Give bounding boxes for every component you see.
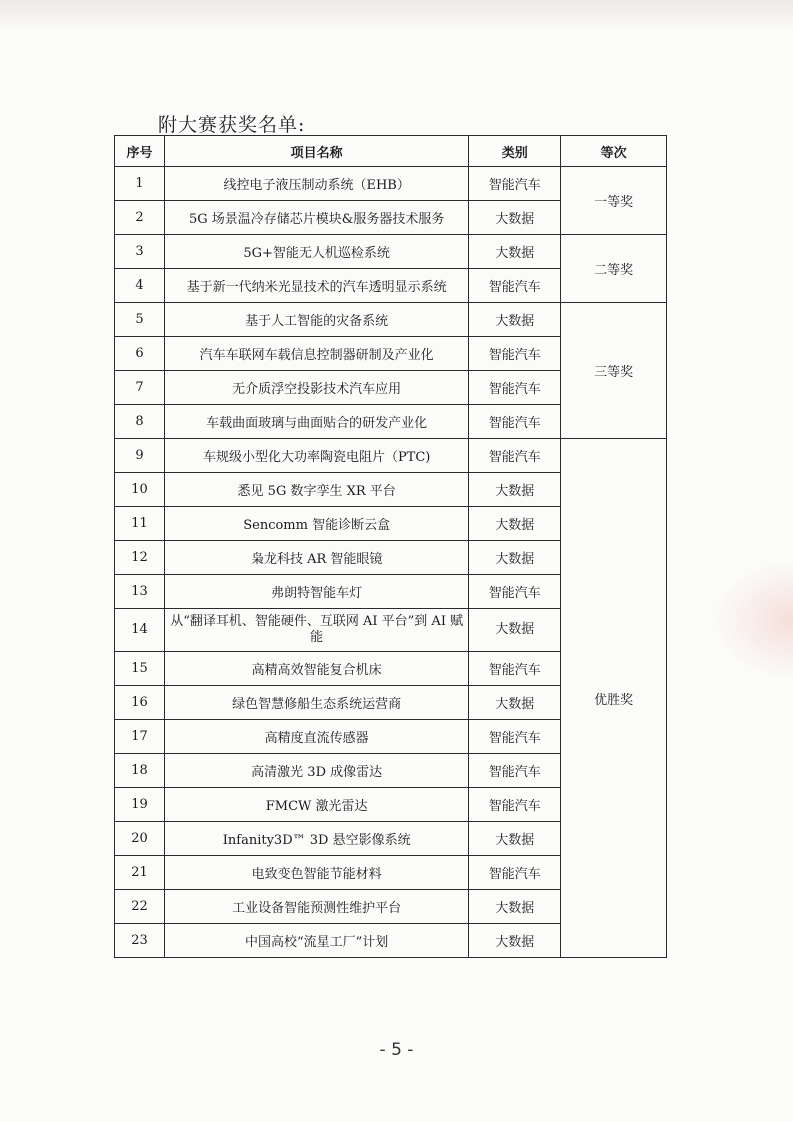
row-number: 13	[115, 575, 165, 609]
project-name: 悉见 5G 数字孪生 XR 平台	[164, 473, 468, 507]
table-row	[115, 439, 667, 473]
category: 智能汽车	[469, 371, 561, 405]
project-name: 基于人工智能的灾备系统	[164, 303, 468, 337]
category: 智能汽车	[469, 720, 561, 754]
award-level: 二等奖	[561, 235, 667, 303]
table-header-row	[115, 136, 667, 167]
category: 大数据	[469, 609, 561, 652]
category: 智能汽车	[469, 405, 561, 439]
row-number: 17	[115, 720, 165, 754]
row-number: 22	[115, 890, 165, 924]
category: 智能汽车	[469, 337, 561, 371]
category: 智能汽车	[469, 788, 561, 822]
row-number: 14	[115, 609, 165, 652]
project-name: 从“翻译耳机、智能硬件、互联网 AI 平台”到 AI 赋能	[164, 609, 468, 652]
row-number: 21	[115, 856, 165, 890]
row-number: 11	[115, 507, 165, 541]
row-number: 12	[115, 541, 165, 575]
project-name: 绿色智慧修船生态系统运营商	[164, 686, 468, 720]
page-number: - 5 -	[379, 1040, 414, 1060]
category: 大数据	[469, 235, 561, 269]
project-name: 线控电子液压制动系统（EHB）	[164, 167, 468, 201]
project-name: 高精度直流传感器	[164, 720, 468, 754]
row-number: 16	[115, 686, 165, 720]
row-number: 10	[115, 473, 165, 507]
awards-table	[114, 135, 667, 958]
category: 大数据	[469, 890, 561, 924]
award-level: 三等奖	[561, 303, 667, 439]
category: 大数据	[469, 507, 561, 541]
project-name: 高精高效智能复合机床	[164, 652, 468, 686]
project-name: 汽车车联网车载信息控制器研制及产业化	[164, 337, 468, 371]
award-level: 一等奖	[561, 167, 667, 235]
row-number: 6	[115, 337, 165, 371]
header-category: 类别	[469, 136, 561, 167]
row-number: 20	[115, 822, 165, 856]
table-row	[115, 167, 667, 201]
category: 大数据	[469, 201, 561, 235]
list-heading: 附大赛获奖名单:	[158, 114, 306, 136]
project-name: 车载曲面玻璃与曲面贴合的研发产业化	[164, 405, 468, 439]
category: 大数据	[469, 924, 561, 958]
header-project-name: 项目名称	[164, 136, 468, 167]
row-number: 3	[115, 235, 165, 269]
project-name: Infanity3D™ 3D 悬空影像系统	[164, 822, 468, 856]
project-name: 电致变色智能节能材料	[164, 856, 468, 890]
project-name: 5G 场景温冷存储芯片模块&服务器技术服务	[164, 201, 468, 235]
category: 大数据	[469, 473, 561, 507]
row-number: 18	[115, 754, 165, 788]
category: 智能汽车	[469, 439, 561, 473]
scan-stain-right	[713, 560, 793, 680]
row-number: 1	[115, 167, 165, 201]
award-level: 优胜奖	[561, 439, 667, 958]
project-name: 枭龙科技 AR 智能眼镜	[164, 541, 468, 575]
row-number: 23	[115, 924, 165, 958]
category: 大数据	[469, 822, 561, 856]
row-number: 2	[115, 201, 165, 235]
project-name: 中国高校“流星工厂”计划	[164, 924, 468, 958]
row-number: 4	[115, 269, 165, 303]
project-name: 高清激光 3D 成像雷达	[164, 754, 468, 788]
category: 智能汽车	[469, 652, 561, 686]
header-number: 序号	[115, 136, 165, 167]
project-name: 基于新一代纳米光显技术的汽车透明显示系统	[164, 269, 468, 303]
category: 智能汽车	[469, 856, 561, 890]
table-row	[115, 303, 667, 337]
category: 智能汽车	[469, 754, 561, 788]
table-row	[115, 235, 667, 269]
row-number: 15	[115, 652, 165, 686]
category: 大数据	[469, 686, 561, 720]
category: 大数据	[469, 541, 561, 575]
row-number: 8	[115, 405, 165, 439]
project-name: 工业设备智能预测性维护平台	[164, 890, 468, 924]
header-award-level: 等次	[561, 136, 667, 167]
scan-shadow-top	[0, 0, 793, 30]
project-name: 弗朗特智能车灯	[164, 575, 468, 609]
row-number: 9	[115, 439, 165, 473]
project-name: 5G+智能无人机巡检系统	[164, 235, 468, 269]
row-number: 7	[115, 371, 165, 405]
project-name: 无介质浮空投影技术汽车应用	[164, 371, 468, 405]
project-name: Sencomm 智能诊断云盒	[164, 507, 468, 541]
project-name: FMCW 激光雷达	[164, 788, 468, 822]
row-number: 5	[115, 303, 165, 337]
category: 智能汽车	[469, 575, 561, 609]
category: 大数据	[469, 303, 561, 337]
project-name: 车规级小型化大功率陶瓷电阻片（PTC)	[164, 439, 468, 473]
category: 智能汽车	[469, 167, 561, 201]
row-number: 19	[115, 788, 165, 822]
category: 智能汽车	[469, 269, 561, 303]
